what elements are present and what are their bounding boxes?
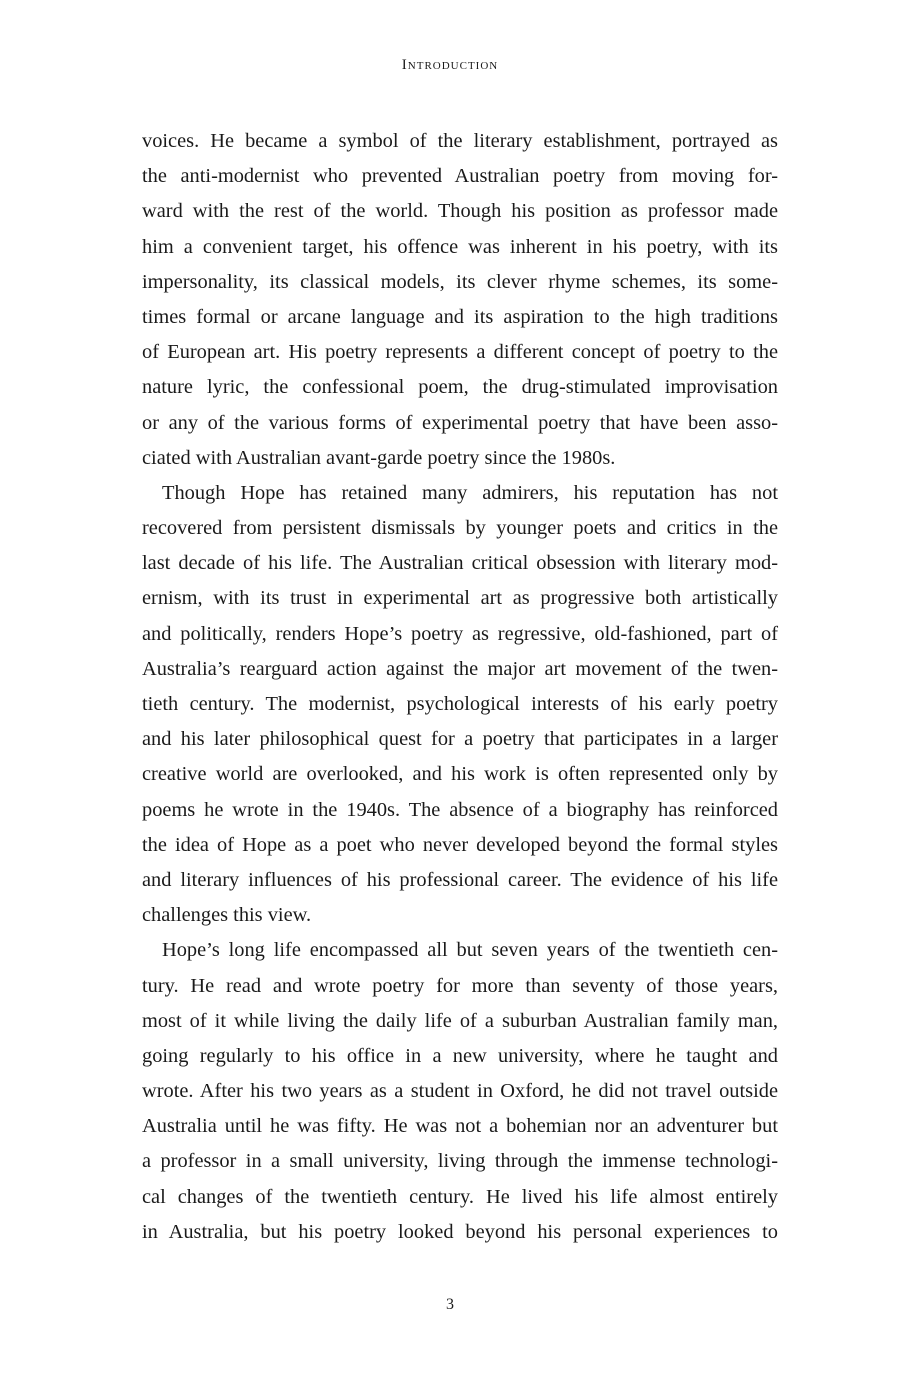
paragraph xyxy=(142,933,778,1250)
text-line: ernism, with its trust in experimental art as progressive both artistically xyxy=(142,587,778,610)
text-line: the idea of Hope as a poet who never developed beyond the formal styles xyxy=(142,833,778,856)
text-line: tury. He read and wrote poetry for more than seventy of those years, xyxy=(142,974,778,997)
text-line: Hope’s long life encompassed all but seven years of the twentieth cen- xyxy=(162,939,778,962)
text-line: tieth century. The modernist, psychological interests of his early poetry xyxy=(142,693,778,715)
text-line: Though Hope has retained many admirers, his reputation has not xyxy=(162,481,778,504)
text-line: and literary influences of his professional career. The evidence of his life xyxy=(142,868,778,891)
text-line: in Australia, but his poetry looked beyond his personal experiences to xyxy=(142,1220,778,1243)
text-line: wrote. After his two years as a student in Oxford, he did not travel outside xyxy=(142,1080,778,1103)
text-line: going regularly to his office in a new university, where he taught and xyxy=(142,1044,778,1067)
text-line: impersonality, its classical models, its clever rhyme schemes, its some- xyxy=(142,270,778,293)
text-line: creative world are overlooked, and his work is often represented only by xyxy=(142,763,778,786)
body-text xyxy=(142,124,778,1250)
text-line: ciated with Australian avant-garde poetry since the 1980s. xyxy=(142,446,616,469)
text-line: challenges this view. xyxy=(142,904,312,927)
paragraph xyxy=(142,476,778,933)
text-line: Australia’s rearguard action against the major art movement of the twen- xyxy=(142,657,778,680)
paragraph xyxy=(142,124,778,476)
text-line: of European art. His poetry represents a different concept of poetry to the xyxy=(142,341,778,364)
text-line: Australia until he was fifty. He was not a bohemian nor an adventurer but xyxy=(142,1115,778,1138)
text-line: most of it while living the daily life of a suburban Australian family man, xyxy=(142,1009,778,1032)
text-line: a professor in a small university, living through the immense technologi- xyxy=(142,1150,778,1173)
text-line: poems he wrote in the 1940s. The absence of a biography has reinforced xyxy=(142,798,778,821)
text-line: the anti-modernist who prevented Australian poetry from moving for- xyxy=(142,165,778,188)
text-line: or any of the various forms of experimental poetry that have been asso- xyxy=(142,411,778,434)
text-line: and politically, renders Hope’s poetry as regressive, old-fashioned, part of xyxy=(142,622,778,645)
page-number: 3 xyxy=(446,1296,454,1313)
text-line: and his later philosophical quest for a poetry that participates in a larger xyxy=(142,728,778,751)
text-line: last decade of his life. The Australian critical obsession with literary mod- xyxy=(142,552,778,575)
text-line: him a convenient target, his offence was inherent in his poetry, with its xyxy=(142,235,778,258)
text-line: voices. He became a symbol of the literary establishment, portrayed as xyxy=(142,130,778,152)
text-line: ward with the rest of the world. Though his position as professor made xyxy=(142,200,778,223)
text-line: cal changes of the twentieth century. He lived his life almost entirely xyxy=(142,1185,778,1208)
running-head: Introduction xyxy=(401,57,499,73)
text-line: times formal or arcane language and its aspiration to the high traditions xyxy=(142,305,778,328)
text-line: nature lyric, the confessional poem, the drug-stimulated improvisation xyxy=(142,376,778,399)
text-line: recovered from persistent dismissals by younger poets and critics in the xyxy=(142,517,778,540)
